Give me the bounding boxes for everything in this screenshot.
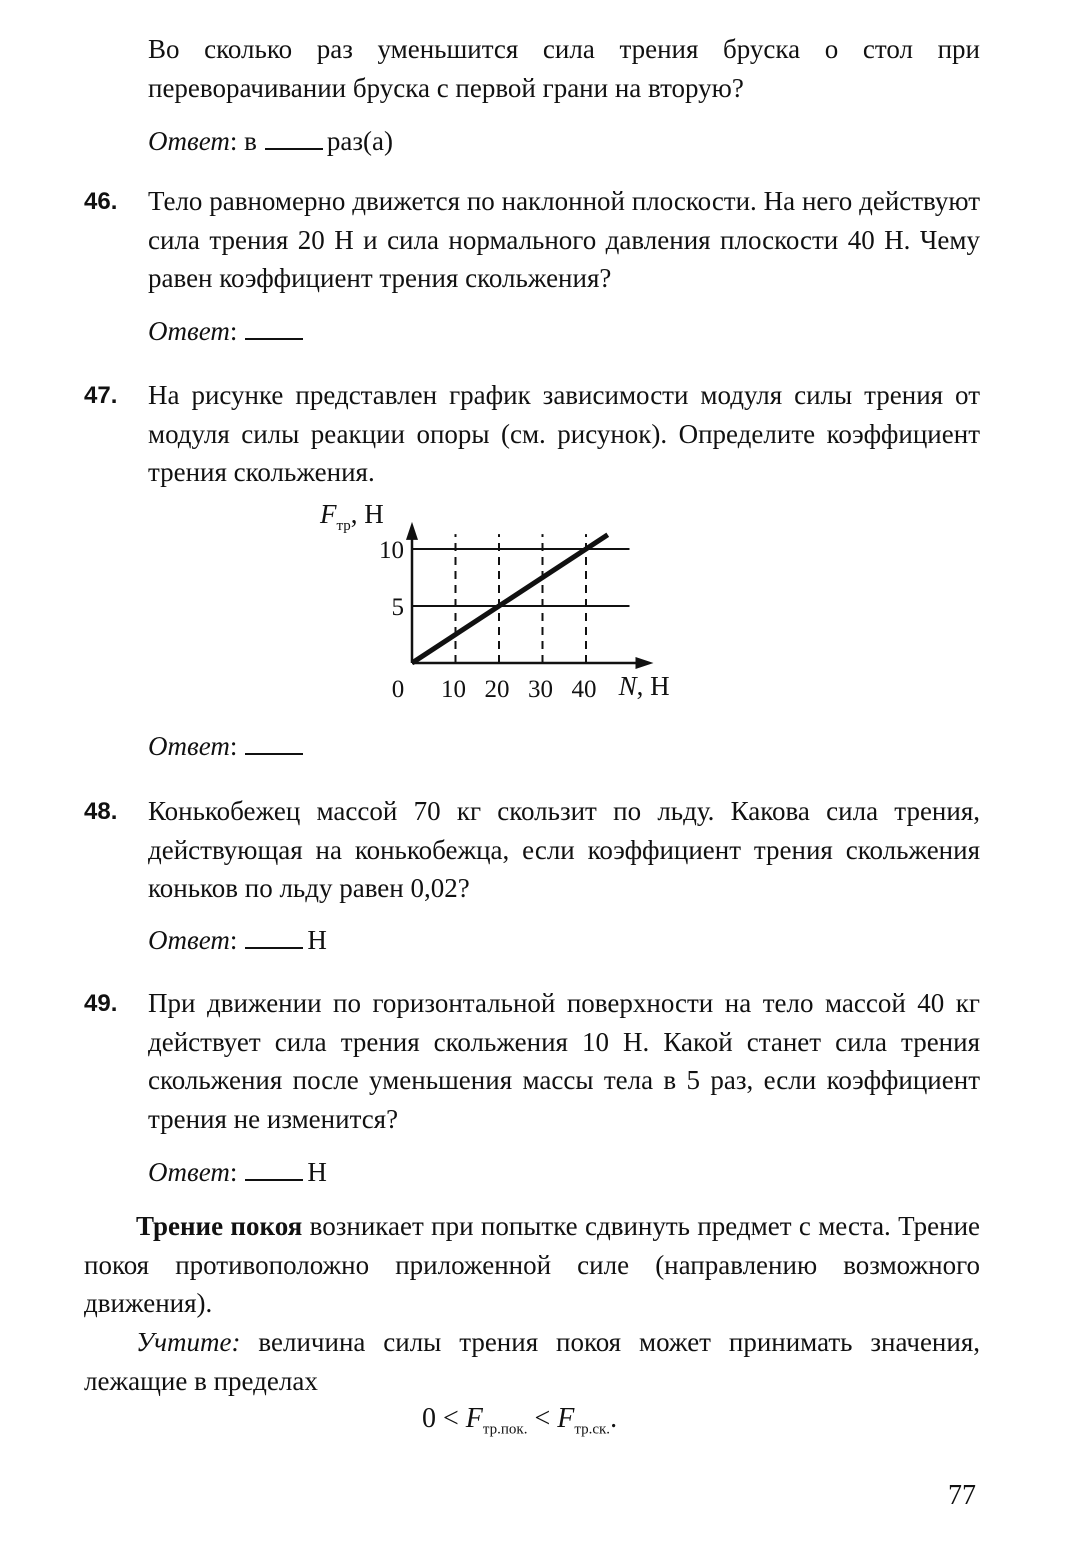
x-axis-label: N, Н <box>618 671 670 701</box>
intro-question <box>148 30 980 107</box>
x-tick-label-30: 30 <box>528 676 553 703</box>
friction-graph <box>300 495 700 715</box>
formula-f2: F <box>557 1403 575 1434</box>
y-tick-label-10: 10 <box>379 537 404 564</box>
page-number: 77 <box>948 1480 976 1511</box>
formula-f1: F <box>465 1403 483 1434</box>
answer-blank <box>245 927 303 949</box>
problem-48-text: Конькобежец массой 70 кг скользит по льду. Какова сила трения, действующая на конькобежца, если коэффициент трения скольжения коньков по льду равен 0,02? <box>148 796 980 903</box>
graph-labels <box>319 499 670 703</box>
series-line <box>412 535 608 663</box>
answer-label: Ответ <box>148 126 230 156</box>
problem-48 <box>148 792 980 908</box>
formula-mid: < <box>534 1403 551 1434</box>
answer-label: Ответ <box>148 925 230 955</box>
answer-unit: Н <box>307 925 327 955</box>
formula-sub2: тр.ск. <box>574 1421 611 1438</box>
x-tick-label-40: 40 <box>571 676 597 703</box>
problem-49-number: 49. <box>84 990 118 1017</box>
formula-left: 0 < <box>422 1403 459 1434</box>
answer-blank <box>245 1159 303 1181</box>
problem-49-text: При движении по горизонтальной поверхности на тело массой 40 кг действует сила трения скольжения 10 Н. Какой станет сила трения скольжения после уменьшения массы тела в 5 раз, если коэффициент трения не изменится? <box>148 988 980 1134</box>
problem-49-answer: Ответ: Н <box>148 1157 327 1187</box>
problem-47-number: 47. <box>84 382 118 409</box>
y-axis-arrow <box>406 522 418 540</box>
problem-46-answer: Ответ: <box>148 316 307 347</box>
problem-48-number: 48. <box>84 798 118 825</box>
y-tick-label-5: 5 <box>391 594 404 621</box>
x-axis-arrow <box>636 657 654 669</box>
x-tick-label-20: 20 <box>484 676 510 703</box>
answer-prefix: : в <box>229 126 257 156</box>
friction-inequality <box>422 1403 617 1439</box>
answer-blank <box>245 733 303 755</box>
graph-axes <box>406 522 654 669</box>
theory-term: Трение покоя <box>136 1211 303 1241</box>
formula-sub1: тр.пок. <box>482 1421 528 1438</box>
problem-46 <box>148 182 980 298</box>
theory-text: возникает при попытке сдвинуть предмет с места. Трение покоя противоположно приложенной силе (направлению возможного движения). <box>84 1211 980 1318</box>
note-text: величина силы трения покоя может принимать значения, лежащие в пределах <box>84 1327 980 1396</box>
answer-label: Ответ <box>148 1157 230 1187</box>
problem-46-text: Тело равномерно движется по наклонной плоскости. На него действуют сила трения 20 Н и сила нормального давления плоскости 40 Н. Чему равен коэффициент трения скольжения? <box>148 186 980 293</box>
note-paragraph <box>84 1323 980 1400</box>
x-origin-label: 0 <box>391 676 405 703</box>
formula-end: . <box>610 1403 618 1434</box>
y-axis-label: $F_{тр}$, Н <box>320 499 384 534</box>
problem-49 <box>148 984 980 1138</box>
answer-blank <box>265 128 323 150</box>
intro-answer <box>148 126 393 157</box>
problem-47-answer: Ответ: <box>148 731 307 762</box>
note-label: Учтите: <box>136 1327 241 1357</box>
x-tick-label-10: 10 <box>441 676 466 703</box>
answer-label: Ответ <box>148 731 230 761</box>
theory-paragraph <box>84 1207 980 1323</box>
answer-suffix: раз(а) <box>326 126 393 156</box>
problem-47 <box>148 376 980 492</box>
problem-48-answer: Ответ: Н <box>148 925 327 955</box>
graph-series <box>412 535 608 663</box>
answer-blank <box>245 318 303 340</box>
problem-47-text: На рисунке представлен график зависимости модуля силы трения от модуля силы реакции опоры (см. рисунок). Определите коэффициент трения скольжения. <box>148 380 980 487</box>
answer-label: Ответ <box>148 316 230 346</box>
answer-unit: Н <box>307 1157 327 1187</box>
problem-46-number: 46. <box>84 188 118 215</box>
intro-text: Во сколько раз уменьшится сила трения бруска о стол при переворачивании бруска с первой грани на вторую? <box>148 34 980 103</box>
